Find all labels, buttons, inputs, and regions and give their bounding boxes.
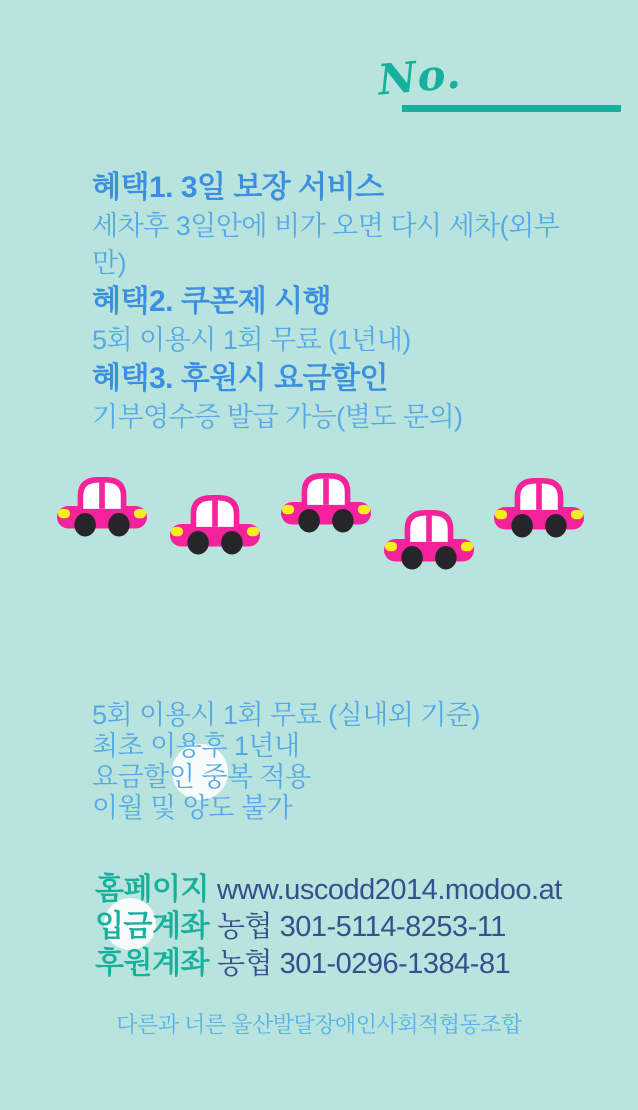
notes-section [92, 700, 572, 824]
organization-name: 다른과 너른 울산발달장애인사회적협동조합 [116, 1012, 522, 1037]
note-line: 5회 이용시 1회 무료 (실내외 기준) [92, 700, 481, 730]
car-icon [57, 474, 147, 538]
homepage-label: 홈페이지 [95, 873, 209, 906]
car-icon [281, 470, 371, 534]
deposit-account-label: 입금계좌 [95, 910, 209, 943]
benefits-section [92, 168, 592, 436]
note-line: 이월 및 양도 불가 [92, 793, 293, 823]
benefit-1-desc: 세차후 3일안에 비가 오면 다시 세차(외부만) [92, 211, 560, 278]
contacts-section [95, 864, 595, 980]
note-line: 요금할인 중복 적용 [92, 762, 311, 792]
car-icon [170, 492, 260, 556]
donation-account-label: 후원계좌 [95, 947, 209, 980]
benefit-3-title: 혜택3. 후원시 요금할인 [92, 362, 389, 395]
benefit-2-title: 혜택2. 쿠폰제 시행 [92, 285, 332, 318]
car-icon [384, 507, 474, 571]
contact-row-homepage [95, 864, 595, 906]
homepage-url: www.uscodd2014.modoo.at [217, 874, 562, 906]
deposit-account-number: 농협 301-5114-8253-11 [217, 911, 506, 943]
no-label: No. [375, 48, 464, 105]
note-line: 최초 이용후 1년내 [92, 731, 300, 761]
contact-row-donation-account [95, 938, 595, 980]
benefit-2-desc: 5회 이용시 1회 무료 (1년내) [92, 325, 411, 355]
benefit-3-desc: 기부영수증 발급 가능(별도 문의) [92, 402, 463, 432]
donation-account-number: 농협 301-0296-1384-81 [217, 948, 511, 980]
car-icon [494, 475, 584, 539]
benefit-1-title: 혜택1. 3일 보장 서비스 [92, 171, 384, 204]
no-underline [402, 105, 621, 112]
